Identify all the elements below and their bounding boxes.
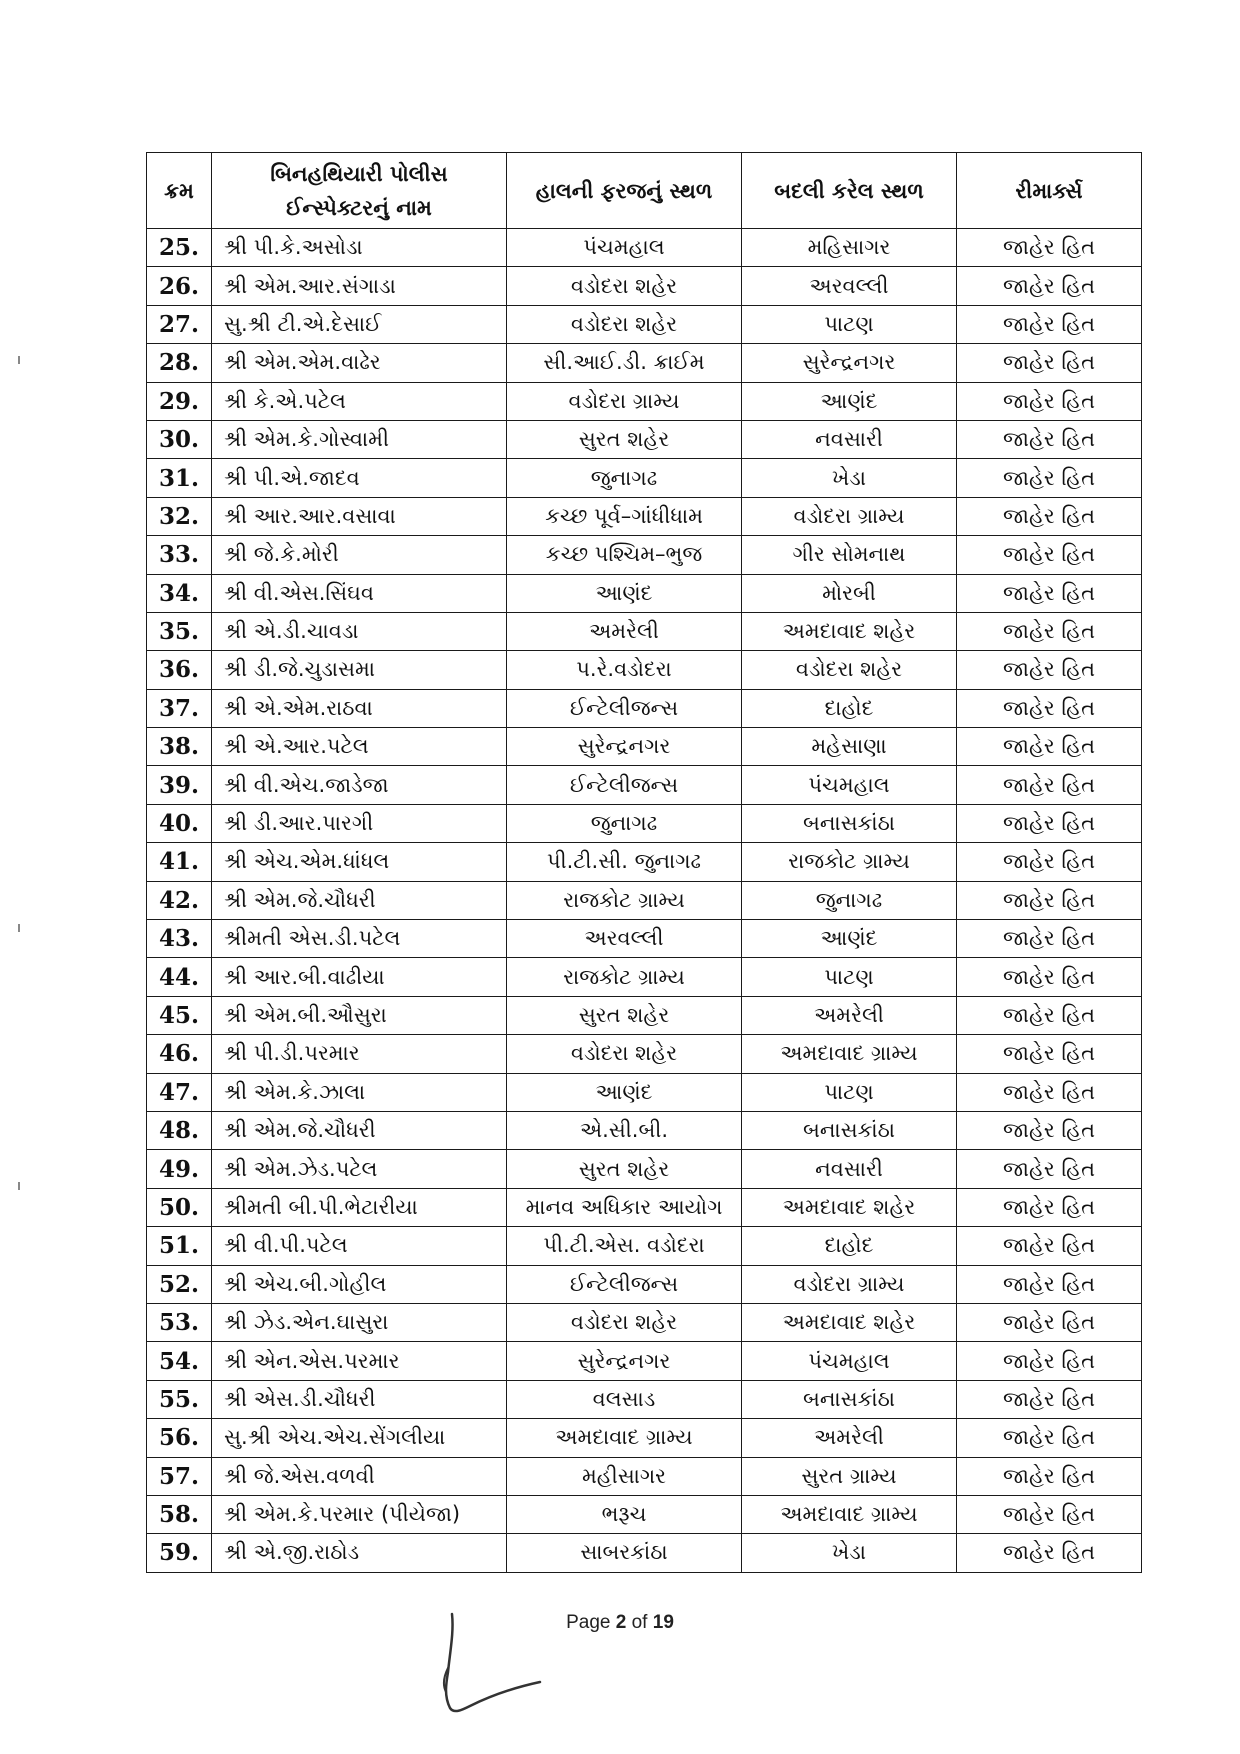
cell-inspector-name: શ્રી જે.કે.મોરી: [212, 536, 507, 574]
cell-serial-no: 58.: [147, 1495, 212, 1533]
cell-transfer-place: મોરબી: [742, 574, 957, 612]
cell-remarks: જાહેર હિત: [957, 497, 1142, 535]
table-row: [147, 536, 1142, 574]
table-row: [147, 1150, 1142, 1188]
cell-remarks: જાહેર હિત: [957, 1380, 1142, 1418]
cell-transfer-place: અમદાવાદ શહેર: [742, 1303, 957, 1341]
table-row: [147, 728, 1142, 766]
footer-current-page: 2: [615, 1612, 627, 1633]
table-row: [147, 1227, 1142, 1265]
cell-transfer-place: મહેસાણા: [742, 728, 957, 766]
cell-transfer-place: પાટણ: [742, 305, 957, 343]
cell-transfer-place: બનાસકાંઠા: [742, 1111, 957, 1149]
cell-serial-no: 49.: [147, 1150, 212, 1188]
cell-inspector-name: શ્રી પી.ડી.પરમાર: [212, 1035, 507, 1073]
cell-inspector-name: શ્રીમતી બી.પી.ભેટારીયા: [212, 1188, 507, 1226]
table-row: [147, 920, 1142, 958]
cell-inspector-name: શ્રી એમ.કે.ઝાલા: [212, 1073, 507, 1111]
cell-current-place: અમદાવાદ ગ્રામ્ય: [507, 1419, 742, 1457]
footer-of-word: of: [631, 1612, 648, 1633]
header-serial-no: ક્રમ: [147, 153, 212, 229]
table-row: [147, 1265, 1142, 1303]
cell-inspector-name: શ્રી ઝેડ.એન.ઘાસુરા: [212, 1303, 507, 1341]
cell-serial-no: 34.: [147, 574, 212, 612]
table-row: [147, 996, 1142, 1034]
cell-current-place: પંચમહાલ: [507, 229, 742, 267]
cell-current-place: સુરેન્દ્રનગર: [507, 1342, 742, 1380]
margin-tick: [18, 924, 20, 932]
cell-transfer-place: મહિસાગર: [742, 229, 957, 267]
cell-transfer-place: નવસારી: [742, 420, 957, 458]
table-row: [147, 497, 1142, 535]
cell-serial-no: 41.: [147, 843, 212, 881]
cell-serial-no: 59.: [147, 1534, 212, 1572]
cell-remarks: જાહેર હિત: [957, 459, 1142, 497]
cell-transfer-place: ખેડા: [742, 1534, 957, 1572]
cell-transfer-place: અમદાવાદ ગ્રામ્ય: [742, 1035, 957, 1073]
table-row: [147, 612, 1142, 650]
cell-current-place: ઈન્ટેલીજન્સ: [507, 1265, 742, 1303]
document-sheet: [146, 152, 1136, 1573]
footer-page-word: Page: [566, 1612, 611, 1633]
cell-inspector-name: શ્રી એ.ડી.ચાવડા: [212, 612, 507, 650]
cell-inspector-name: શ્રી કે.એ.પટેલ: [212, 382, 507, 420]
cell-inspector-name: શ્રી આર.બી.વાઢીયા: [212, 958, 507, 996]
table-row: [147, 1111, 1142, 1149]
cell-transfer-place: વડોદરા ગ્રામ્ય: [742, 1265, 957, 1303]
cell-inspector-name: શ્રી પી.કે.અસોડા: [212, 229, 507, 267]
cell-remarks: જાહેર હિત: [957, 1188, 1142, 1226]
table-row: [147, 229, 1142, 267]
cell-inspector-name: શ્રીમતી એસ.ડી.પટેલ: [212, 920, 507, 958]
cell-transfer-place: અમદાવાદ શહેર: [742, 612, 957, 650]
cell-remarks: જાહેર હિત: [957, 305, 1142, 343]
cell-current-place: મહીસાગર: [507, 1457, 742, 1495]
cell-transfer-place: પંચમહાલ: [742, 1342, 957, 1380]
cell-remarks: જાહેર હિત: [957, 1457, 1142, 1495]
cell-inspector-name: શ્રી એ.એમ.રાઠવા: [212, 689, 507, 727]
cell-remarks: જાહેર હિત: [957, 344, 1142, 382]
cell-transfer-place: સુરેન્દ્રનગર: [742, 344, 957, 382]
cell-remarks: જાહેર હિત: [957, 651, 1142, 689]
table-row: [147, 305, 1142, 343]
cell-serial-no: 50.: [147, 1188, 212, 1226]
cell-inspector-name: શ્રી એમ.બી.ઔસુરા: [212, 996, 507, 1034]
cell-serial-no: 57.: [147, 1457, 212, 1495]
table-body: [147, 229, 1142, 1573]
cell-current-place: જુનાગઢ: [507, 804, 742, 842]
cell-remarks: જાહેર હિત: [957, 1111, 1142, 1149]
cell-current-place: ભરૂચ: [507, 1495, 742, 1533]
table-row: [147, 1380, 1142, 1418]
header-remarks: રીમાર્ક્સ: [957, 153, 1142, 229]
table-row: [147, 689, 1142, 727]
table-row: [147, 344, 1142, 382]
cell-current-place: ઈન્ટેલીજન્સ: [507, 766, 742, 804]
table-row: [147, 1188, 1142, 1226]
cell-serial-no: 54.: [147, 1342, 212, 1380]
header-transfer-place: બદલી કરેલ સ્થળ: [742, 153, 957, 229]
cell-serial-no: 48.: [147, 1111, 212, 1149]
cell-remarks: જાહેર હિત: [957, 920, 1142, 958]
cell-inspector-name: શ્રી એમ.ઝેડ.પટેલ: [212, 1150, 507, 1188]
cell-remarks: જાહેર હિત: [957, 996, 1142, 1034]
table-row: [147, 843, 1142, 881]
cell-inspector-name: શ્રી એમ.કે.ગોસ્વામી: [212, 420, 507, 458]
cell-transfer-place: આણંદ: [742, 920, 957, 958]
cell-transfer-place: દાહોદ: [742, 1227, 957, 1265]
cell-transfer-place: અમરેલી: [742, 996, 957, 1034]
table-row: [147, 1035, 1142, 1073]
cell-remarks: જાહેર હિત: [957, 1495, 1142, 1533]
cell-transfer-place: વડોદરા ગ્રામ્ય: [742, 497, 957, 535]
cell-inspector-name: શ્રી એસ.ડી.ચૌધરી: [212, 1380, 507, 1418]
cell-remarks: જાહેર હિત: [957, 1534, 1142, 1572]
cell-transfer-place: રાજકોટ ગ્રામ્ય: [742, 843, 957, 881]
cell-serial-no: 36.: [147, 651, 212, 689]
cell-current-place: માનવ અધિકાર આયોગ: [507, 1188, 742, 1226]
cell-current-place: વડોદરા શહેર: [507, 1035, 742, 1073]
cell-current-place: કચ્છ પશ્ચિમ–ભુજ: [507, 536, 742, 574]
cell-transfer-place: જુનાગઢ: [742, 881, 957, 919]
cell-remarks: જાહેર હિત: [957, 881, 1142, 919]
table-row: [147, 958, 1142, 996]
cell-serial-no: 56.: [147, 1419, 212, 1457]
cell-inspector-name: સુ.શ્રી એચ.એચ.સેંગલીયા: [212, 1419, 507, 1457]
cell-current-place: પી.ટી.સી. જુનાગઢ: [507, 843, 742, 881]
cell-transfer-place: ખેડા: [742, 459, 957, 497]
cell-transfer-place: પાટણ: [742, 1073, 957, 1111]
cell-current-place: આણંદ: [507, 574, 742, 612]
cell-serial-no: 26.: [147, 267, 212, 305]
cell-transfer-place: અમદાવાદ શહેર: [742, 1188, 957, 1226]
cell-transfer-place: ગીર સોમનાથ: [742, 536, 957, 574]
cell-current-place: વલસાડ: [507, 1380, 742, 1418]
table-header-row: [147, 153, 1142, 229]
table-row: [147, 1342, 1142, 1380]
header-current-place: હાલની ફરજનું સ્થળ: [507, 153, 742, 229]
cell-serial-no: 46.: [147, 1035, 212, 1073]
cell-inspector-name: શ્રી એચ.એમ.ધાંધલ: [212, 843, 507, 881]
header-inspector-name: [212, 153, 507, 229]
cell-serial-no: 43.: [147, 920, 212, 958]
cell-remarks: જાહેર હિત: [957, 1303, 1142, 1341]
cell-current-place: સી.આઈ.ડી. ક્રાઈમ: [507, 344, 742, 382]
cell-inspector-name: શ્રી એચ.બી.ગોહીલ: [212, 1265, 507, 1303]
cell-serial-no: 32.: [147, 497, 212, 535]
cell-inspector-name: શ્રી આર.આર.વસાવા: [212, 497, 507, 535]
cell-current-place: વડોદરા શહેર: [507, 267, 742, 305]
cell-remarks: જાહેર હિત: [957, 689, 1142, 727]
cell-inspector-name: શ્રી એ.જી.રાઠોડ: [212, 1534, 507, 1572]
cell-remarks: જાહેર હિત: [957, 382, 1142, 420]
cell-current-place: એ.સી.બી.: [507, 1111, 742, 1149]
cell-transfer-place: આણંદ: [742, 382, 957, 420]
cell-remarks: જાહેર હિત: [957, 536, 1142, 574]
table-row: [147, 1457, 1142, 1495]
cell-serial-no: 53.: [147, 1303, 212, 1341]
table-row: [147, 1073, 1142, 1111]
cell-current-place: પ.રે.વડોદરા: [507, 651, 742, 689]
cell-inspector-name: શ્રી વી.એસ.સિંઘવ: [212, 574, 507, 612]
cell-transfer-place: અમદાવાદ ગ્રામ્ય: [742, 1495, 957, 1533]
cell-current-place: કચ્છ પૂર્વ–ગાંધીધામ: [507, 497, 742, 535]
footer-total-pages: 19: [652, 1612, 674, 1633]
cell-serial-no: 52.: [147, 1265, 212, 1303]
cell-inspector-name: શ્રી એ.આર.પટેલ: [212, 728, 507, 766]
cell-transfer-place: બનાસકાંઠા: [742, 1380, 957, 1418]
table-row: [147, 267, 1142, 305]
cell-remarks: જાહેર હિત: [957, 574, 1142, 612]
cell-transfer-place: દાહોદ: [742, 689, 957, 727]
cell-transfer-place: અમરેલી: [742, 1419, 957, 1457]
signature-mark: [440, 1612, 560, 1722]
cell-transfer-place: નવસારી: [742, 1150, 957, 1188]
page-footer: [0, 1612, 1240, 1634]
cell-transfer-place: સુરત ગ્રામ્ય: [742, 1457, 957, 1495]
cell-serial-no: 45.: [147, 996, 212, 1034]
cell-inspector-name: શ્રી જે.એસ.વળવી: [212, 1457, 507, 1495]
cell-current-place: સુરેન્દ્રનગર: [507, 728, 742, 766]
table-row: [147, 766, 1142, 804]
margin-tick: [18, 1182, 20, 1190]
cell-current-place: સુરત શહેર: [507, 996, 742, 1034]
cell-serial-no: 47.: [147, 1073, 212, 1111]
cell-remarks: જાહેર હિત: [957, 229, 1142, 267]
cell-current-place: વડોદરા ગ્રામ્ય: [507, 382, 742, 420]
cell-remarks: જાહેર હિત: [957, 420, 1142, 458]
cell-inspector-name: શ્રી એમ.જે.ચૌધરી: [212, 1111, 507, 1149]
cell-inspector-name: શ્રી એન.એસ.પરમાર: [212, 1342, 507, 1380]
cell-current-place: આણંદ: [507, 1073, 742, 1111]
cell-serial-no: 35.: [147, 612, 212, 650]
cell-current-place: અમરેલી: [507, 612, 742, 650]
cell-inspector-name: શ્રી વી.એચ.જાડેજા: [212, 766, 507, 804]
cell-current-place: પી.ટી.એસ. વડોદરા: [507, 1227, 742, 1265]
cell-serial-no: 39.: [147, 766, 212, 804]
cell-transfer-place: અરવલ્લી: [742, 267, 957, 305]
margin-tick: [18, 356, 20, 364]
cell-transfer-place: વડોદરા શહેર: [742, 651, 957, 689]
cell-serial-no: 51.: [147, 1227, 212, 1265]
table-row: [147, 804, 1142, 842]
cell-inspector-name: સુ.શ્રી ટી.એ.દેસાઈ: [212, 305, 507, 343]
header-name-line1: બિનહથિયારી પોલીસ: [270, 161, 448, 186]
cell-serial-no: 27.: [147, 305, 212, 343]
cell-serial-no: 42.: [147, 881, 212, 919]
cell-current-place: રાજકોટ ગ્રામ્ય: [507, 958, 742, 996]
cell-remarks: જાહેર હિત: [957, 958, 1142, 996]
cell-inspector-name: શ્રી એમ.કે.પરમાર (પીયેજા): [212, 1495, 507, 1533]
cell-current-place: રાજકોટ ગ્રામ્ય: [507, 881, 742, 919]
cell-current-place: વડોદરા શહેર: [507, 1303, 742, 1341]
table-row: [147, 574, 1142, 612]
table-row: [147, 382, 1142, 420]
cell-inspector-name: શ્રી એમ.આર.સંગાડા: [212, 267, 507, 305]
cell-remarks: જાહેર હિત: [957, 612, 1142, 650]
cell-inspector-name: શ્રી ડી.જે.ચુડાસમા: [212, 651, 507, 689]
cell-remarks: જાહેર હિત: [957, 843, 1142, 881]
cell-inspector-name: શ્રી ડી.આર.પારગી: [212, 804, 507, 842]
cell-transfer-place: પંચમહાલ: [742, 766, 957, 804]
cell-inspector-name: શ્રી એમ.એમ.વાઢેર: [212, 344, 507, 382]
cell-current-place: અરવલ્લી: [507, 920, 742, 958]
table-row: [147, 420, 1142, 458]
cell-remarks: જાહેર હિત: [957, 1150, 1142, 1188]
cell-remarks: જાહેર હિત: [957, 267, 1142, 305]
cell-remarks: જાહેર હિત: [957, 1419, 1142, 1457]
cell-serial-no: 38.: [147, 728, 212, 766]
cell-inspector-name: શ્રી એમ.જે.ચૌધરી: [212, 881, 507, 919]
cell-transfer-place: બનાસકાંઠા: [742, 804, 957, 842]
table-row: [147, 1495, 1142, 1533]
cell-remarks: જાહેર હિત: [957, 1073, 1142, 1111]
transfer-table: [146, 152, 1142, 1573]
cell-remarks: જાહેર હિત: [957, 1342, 1142, 1380]
cell-serial-no: 30.: [147, 420, 212, 458]
table-row: [147, 1419, 1142, 1457]
table-row: [147, 881, 1142, 919]
table-row: [147, 459, 1142, 497]
cell-current-place: ઈન્ટેલીજન્સ: [507, 689, 742, 727]
cell-current-place: જુનાગઢ: [507, 459, 742, 497]
cell-serial-no: 40.: [147, 804, 212, 842]
cell-remarks: જાહેર હિત: [957, 1227, 1142, 1265]
header-name-line2: ઈન્સ્પેક્ટરનું નામ: [286, 195, 432, 220]
cell-transfer-place: પાટણ: [742, 958, 957, 996]
table-row: [147, 1534, 1142, 1572]
cell-serial-no: 33.: [147, 536, 212, 574]
cell-remarks: જાહેર હિત: [957, 1035, 1142, 1073]
table-row: [147, 1303, 1142, 1341]
cell-current-place: સુરત શહેર: [507, 420, 742, 458]
cell-current-place: સાબરકાંઠા: [507, 1534, 742, 1572]
cell-remarks: જાહેર હિત: [957, 766, 1142, 804]
cell-serial-no: 28.: [147, 344, 212, 382]
cell-serial-no: 31.: [147, 459, 212, 497]
cell-inspector-name: શ્રી પી.એ.જાદવ: [212, 459, 507, 497]
cell-serial-no: 44.: [147, 958, 212, 996]
cell-serial-no: 29.: [147, 382, 212, 420]
cell-serial-no: 55.: [147, 1380, 212, 1418]
cell-serial-no: 25.: [147, 229, 212, 267]
cell-remarks: જાહેર હિત: [957, 804, 1142, 842]
cell-serial-no: 37.: [147, 689, 212, 727]
cell-remarks: જાહેર હિત: [957, 728, 1142, 766]
table-row: [147, 651, 1142, 689]
cell-remarks: જાહેર હિત: [957, 1265, 1142, 1303]
cell-inspector-name: શ્રી વી.પી.પટેલ: [212, 1227, 507, 1265]
cell-current-place: સુરત શહેર: [507, 1150, 742, 1188]
cell-current-place: વડોદરા શહેર: [507, 305, 742, 343]
